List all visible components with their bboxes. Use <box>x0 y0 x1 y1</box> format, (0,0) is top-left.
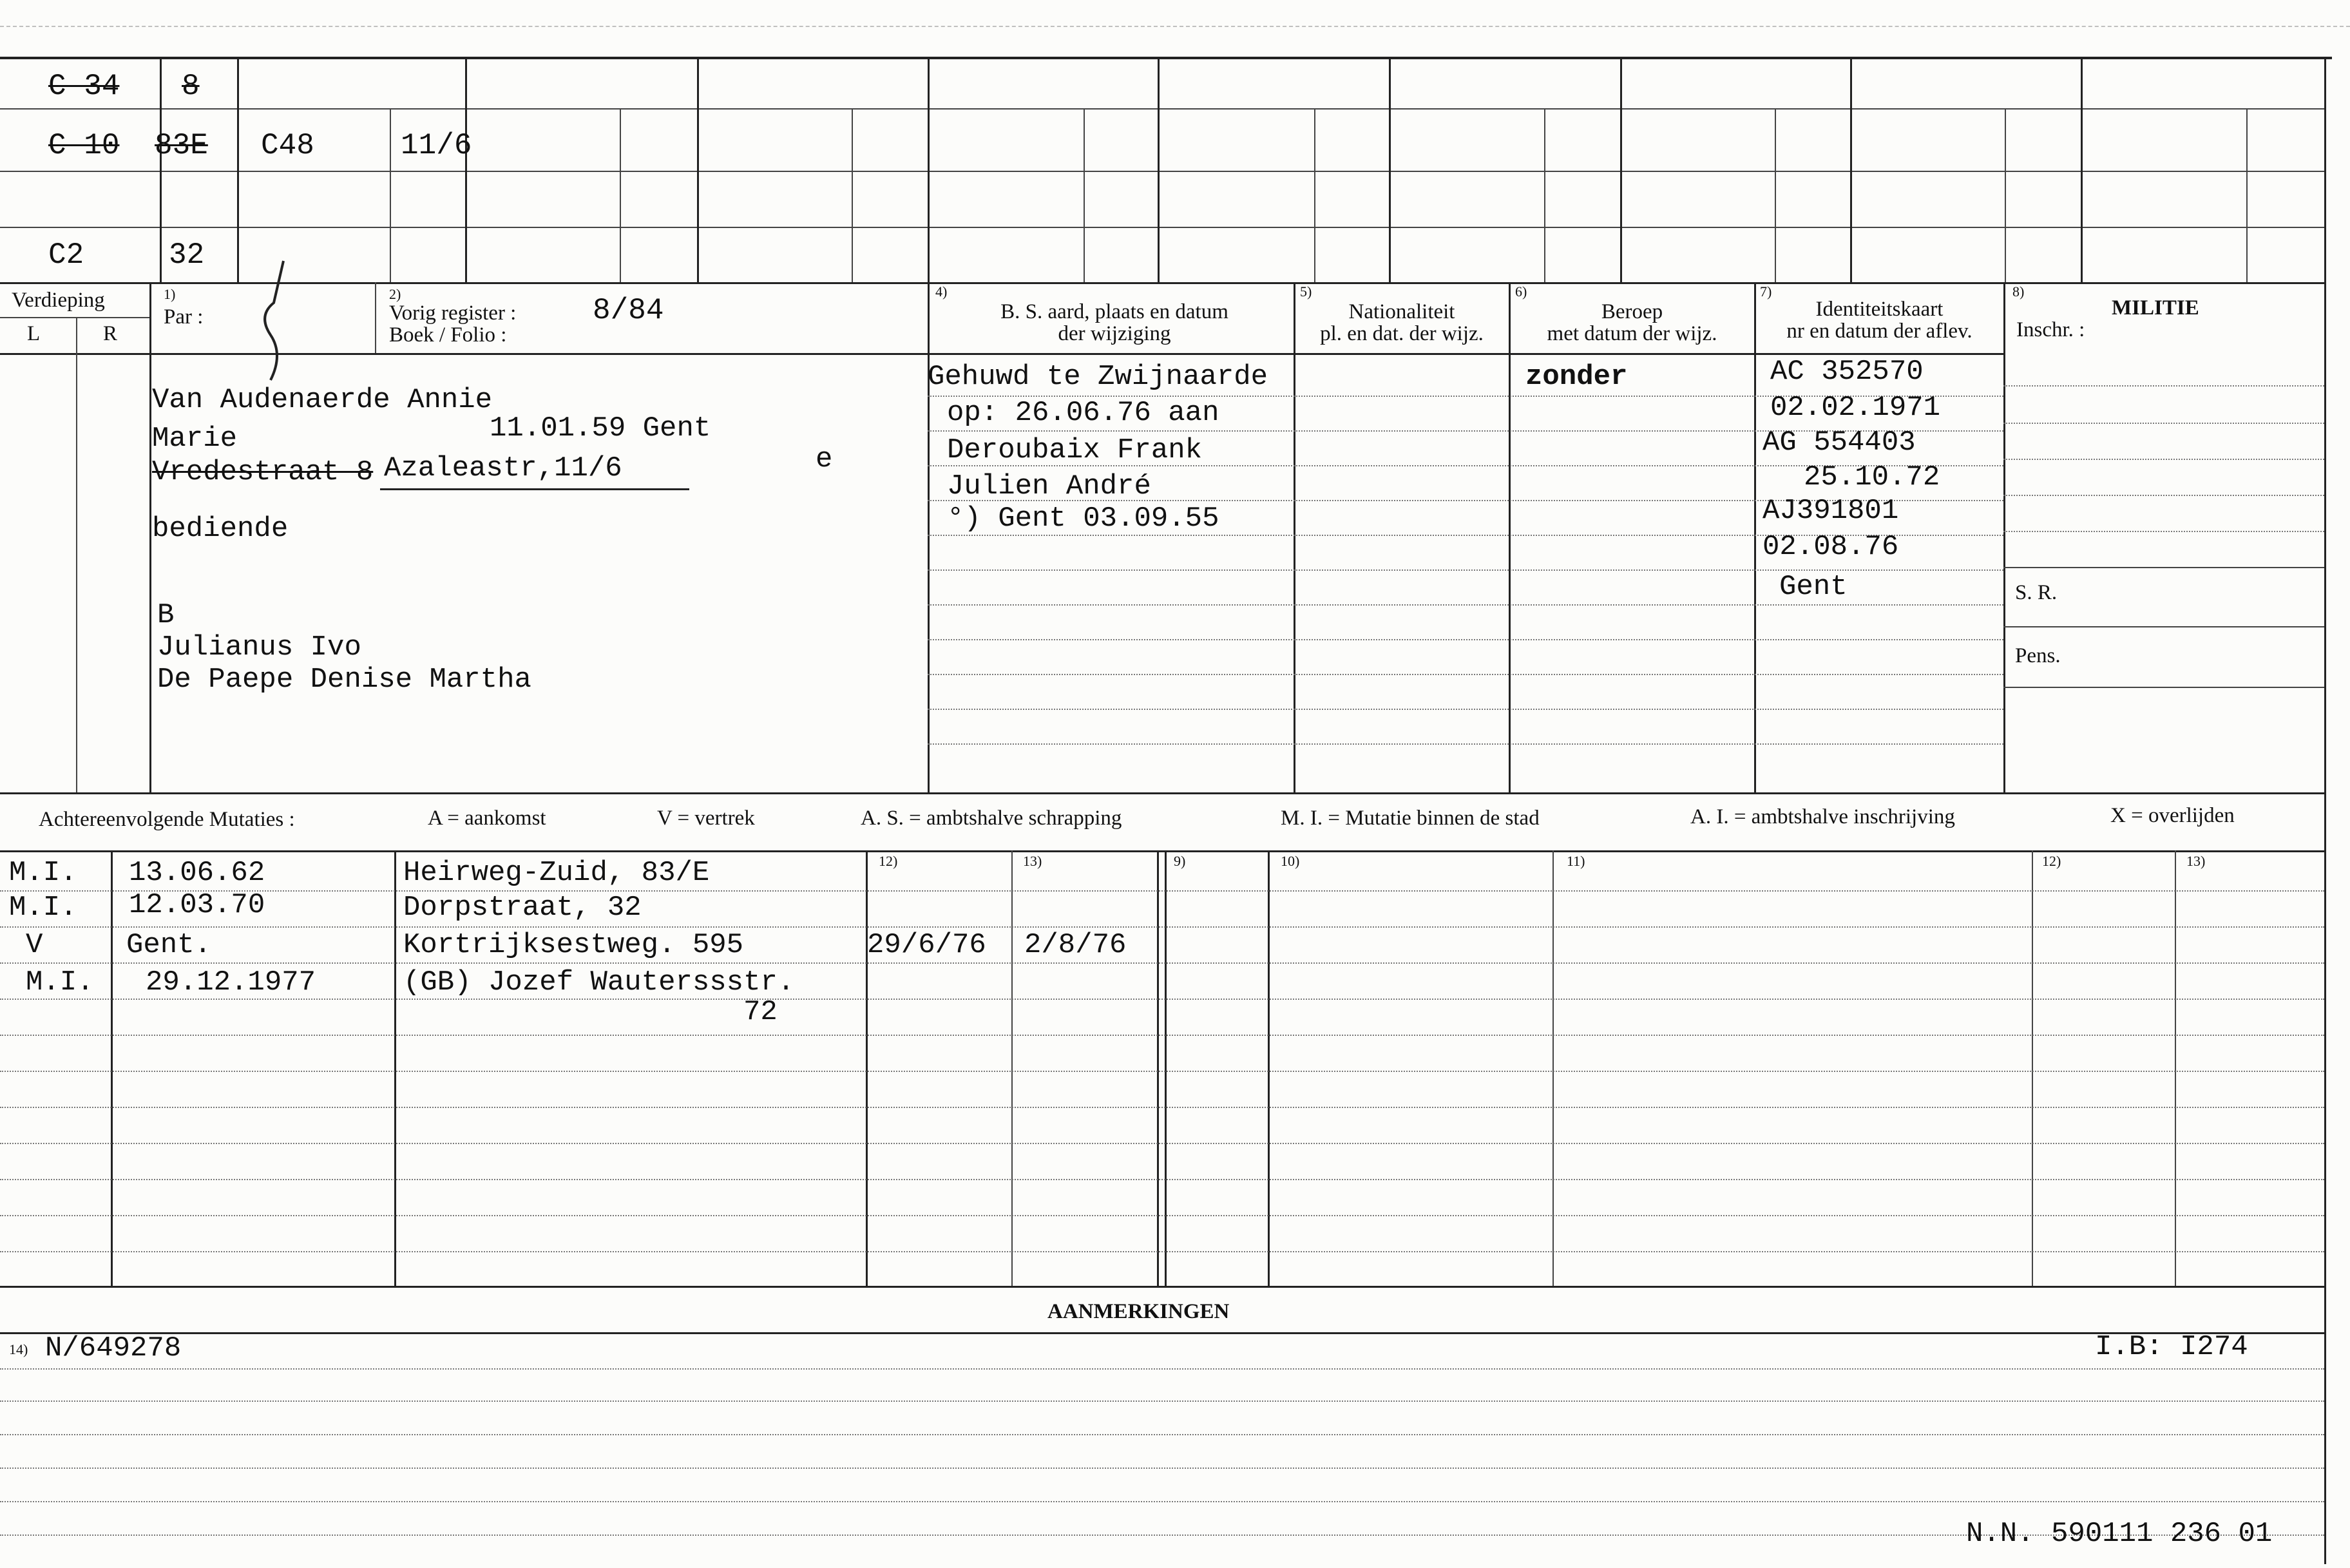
bs-label-1: B. S. aard, plaats en datum <box>1000 300 1228 323</box>
militie-line <box>2003 531 2324 532</box>
mut-date: 13.06.62 <box>129 857 265 889</box>
inschr-label: Inschr. : <box>2016 318 2085 341</box>
mut-col <box>2032 850 2033 1286</box>
mut-address: Dorpstraat, 32 <box>403 892 642 924</box>
top-grid-col <box>1084 108 1085 282</box>
mut-row-line <box>0 926 2324 928</box>
top-code-row1: C 34 <box>48 70 120 103</box>
mut-address: (GB) Jozef Wauterssstr. <box>403 966 795 999</box>
identity-line: 25.10.72 <box>1804 461 1940 493</box>
mut-col-label: 9) <box>1174 853 1186 869</box>
identity-line: AC 352570 <box>1770 356 1924 388</box>
aanmerkingen-title: AANMERKINGEN <box>1047 1300 1230 1323</box>
note-8: 8) <box>2012 283 2025 300</box>
mut-row-line <box>0 1107 2324 1108</box>
identity-line: 02.02.1971 <box>1770 392 1941 424</box>
mut-col-label: 11) <box>1567 853 1585 869</box>
top-sub-row2: 83E <box>155 129 208 162</box>
identity-line: 02.08.76 <box>1762 531 1899 563</box>
militie-line <box>2003 459 2324 460</box>
mut-col <box>866 850 868 1286</box>
militie-line <box>2003 385 2324 387</box>
nat-label-2: pl. en dat. der wijz. <box>1320 322 1484 345</box>
top-grid-col <box>1544 108 1545 282</box>
id-label-2: nr en datum der aflev. <box>1786 320 1973 343</box>
person-name-2: Marie <box>152 423 238 455</box>
footer-nn: N.N. 590111 236 01 <box>1966 1518 2273 1550</box>
mut-c12: 29/6/76 <box>867 929 986 961</box>
aanm-ib: I.B: I274 <box>2095 1331 2248 1363</box>
mut-row-line <box>0 1143 2324 1144</box>
legend-as: A. S. = ambtshalve schrapping <box>861 807 1122 830</box>
legend-a: A = aankomst <box>428 807 546 830</box>
person-name-1: Van Audenaerde Annie <box>152 384 493 416</box>
mut-c13: 2/8/76 <box>1024 929 1127 961</box>
header-col <box>928 282 930 792</box>
top-c4-row2: 11/6 <box>401 129 472 162</box>
sr-label: S. R. <box>2015 581 2058 604</box>
top-grid-col <box>1314 108 1315 282</box>
note-6: 6) <box>1515 283 1527 300</box>
mut-address: Kortrijksestweg. 595 <box>403 929 744 961</box>
top-grid-line <box>0 108 2324 110</box>
civil-status-line: Deroubaix Frank <box>947 434 1203 466</box>
header-col <box>2003 282 2005 792</box>
top-grid-col <box>928 57 930 282</box>
mut-col <box>2175 850 2176 1286</box>
mut-type: M.I. <box>9 892 77 924</box>
mut-date: 29.12.1977 <box>146 966 316 999</box>
militie-line <box>2003 626 2324 627</box>
person-father: Julianus Ivo <box>157 631 361 664</box>
top-sub-row1: 8 <box>182 70 200 103</box>
aanm-nr: N/649278 <box>45 1332 182 1364</box>
top-grid-col <box>852 108 853 282</box>
top-c3-row2: C48 <box>261 129 314 162</box>
person-address: Azaleastr,11/6 <box>384 452 622 484</box>
aanm-ruled <box>0 1468 2324 1469</box>
militie-line <box>2003 567 2324 568</box>
aanm-ruled <box>0 1401 2324 1402</box>
mut-row-line <box>0 1071 2324 1072</box>
note-5: 5) <box>1300 283 1312 300</box>
right-border <box>2324 57 2326 1564</box>
mut-bottom <box>0 1286 2324 1288</box>
identity-line: AJ391801 <box>1762 495 1899 527</box>
legend-v: V = vertrek <box>657 807 755 830</box>
mut-type: M.I. <box>9 857 77 889</box>
mut-col-label: 12) <box>2042 853 2061 869</box>
top-grid-bottom <box>0 282 2324 284</box>
verdieping-label: Verdieping <box>12 289 105 312</box>
top-grid-col <box>2005 108 2006 282</box>
address-underline <box>380 488 689 490</box>
id-label-1: Identiteitskaart <box>1815 298 1944 321</box>
mut-address: Heirweg-Zuid, 83/E <box>403 857 710 889</box>
top-grid-col <box>160 57 162 282</box>
person-birth: 11.01.59 Gent <box>490 412 711 445</box>
vorig-register-label: Vorig register : <box>389 301 517 325</box>
note-4: 4) <box>935 283 948 300</box>
top-grid-col <box>1850 57 1852 282</box>
note-2: 2) <box>389 286 401 302</box>
mut-type: V <box>26 929 43 961</box>
militie-line <box>2003 495 2324 496</box>
aanm-ruled <box>0 1368 2324 1370</box>
mut-row-line <box>0 999 2324 1000</box>
top-grid-col <box>465 57 467 282</box>
par-label: Par : <box>164 305 204 329</box>
civil-status-line: °) Gent 03.09.55 <box>947 502 1219 535</box>
top-grid-col <box>620 108 621 282</box>
legend-mi: M. I. = Mutatie binnen de stad <box>1281 807 1540 830</box>
civil-status-line: op: 26.06.76 aan <box>947 397 1219 429</box>
mut-col-label: 13) <box>1023 853 1042 869</box>
militie-label: MILITIE <box>2112 296 2199 320</box>
boek-folio-label: Boek / Folio : <box>389 323 507 347</box>
mutaties-title: Achtereenvolgende Mutaties : <box>39 808 295 831</box>
person-mark: e <box>816 443 833 475</box>
mut-extra: 72 <box>743 996 778 1028</box>
mut-row-line <box>0 890 2324 892</box>
legend-x: X = overlijden <box>2110 804 2235 827</box>
mut-row-line <box>0 1215 2324 1216</box>
top-grid-col <box>390 108 391 282</box>
vorig-register-value: 8/84 <box>593 294 664 327</box>
aanm-ruled <box>0 1434 2324 1435</box>
person-mother: De Paepe Denise Martha <box>157 664 531 696</box>
top-code-row4: C2 <box>48 238 84 272</box>
mut-col <box>394 850 396 1286</box>
mut-date: Gent. <box>126 929 212 961</box>
mut-col <box>111 850 113 1286</box>
note-1: 1) <box>164 286 176 302</box>
header-bottom <box>0 353 2003 355</box>
beroep-label-1: Beroep <box>1601 300 1663 323</box>
mut-type: M.I. <box>26 966 94 999</box>
top-border <box>0 57 2332 59</box>
top-grid-line <box>0 171 2324 172</box>
mut-col <box>1552 850 1554 1286</box>
mut-col-label: 10) <box>1281 853 1300 869</box>
header-col <box>1509 282 1511 792</box>
mid-bottom <box>0 792 2324 794</box>
mut-col-label: 13) <box>2186 853 2206 869</box>
scan-noise-top <box>0 26 2350 27</box>
ruled-line <box>928 604 2003 606</box>
header-verdieping-line <box>0 317 149 318</box>
mut-top <box>0 850 2324 852</box>
militie-line <box>2003 423 2324 424</box>
top-grid-col <box>237 57 239 282</box>
top-grid-col <box>1620 57 1622 282</box>
person-b: B <box>157 599 175 631</box>
ruled-line <box>928 674 2003 675</box>
mut-col <box>1011 850 1013 1286</box>
mut-row-line <box>0 1035 2324 1036</box>
person-occupation: bediende <box>152 513 289 545</box>
top-grid-col <box>1158 57 1160 282</box>
header-col-lr <box>76 317 77 792</box>
ruled-line <box>928 743 2003 745</box>
mut-col-label: 12) <box>879 853 898 869</box>
aanm-line <box>0 1332 2324 1334</box>
r-label: R <box>103 322 118 345</box>
top-grid-col <box>1775 108 1776 282</box>
header-col <box>149 282 151 792</box>
mut-col <box>1165 850 1167 1286</box>
pens-label: Pens. <box>2015 644 2061 667</box>
l-label: L <box>27 322 41 345</box>
militie-line <box>2003 687 2324 688</box>
ruled-line <box>928 709 2003 710</box>
mut-row-line <box>0 1179 2324 1180</box>
top-code-row2: C 10 <box>48 129 120 162</box>
aanm-ruled <box>0 1501 2324 1502</box>
identity-line: Gent <box>1779 571 1848 603</box>
identity-line: AG 554403 <box>1762 426 1916 459</box>
beroep-label-2: met datum der wijz. <box>1547 322 1717 345</box>
beroep-value: zonder <box>1525 361 1628 393</box>
civil-status-line: Gehuwd te Zwijnaarde <box>928 361 1268 393</box>
top-grid-col <box>1389 57 1391 282</box>
top-grid-col <box>2081 57 2083 282</box>
mut-row-line <box>0 962 2324 964</box>
mut-col <box>1268 850 1270 1286</box>
civil-status-line: Julien André <box>947 470 1151 502</box>
header-col <box>1754 282 1756 792</box>
top-sub-row4: 32 <box>169 238 205 272</box>
header-col <box>1294 282 1295 792</box>
header-col <box>375 282 376 353</box>
legend-ai: A. I. = ambtshalve inschrijving <box>1690 805 1955 828</box>
bs-label-2: der wijziging <box>1058 322 1171 345</box>
person-old-address: Vredestraat 8 <box>152 456 374 488</box>
mut-date: 12.03.70 <box>129 889 265 921</box>
ruled-line <box>928 639 2003 640</box>
par-scribble <box>245 258 296 387</box>
top-grid-col <box>2246 108 2248 282</box>
nat-label-1: Nationaliteit <box>1348 300 1455 323</box>
top-grid-line <box>0 227 2324 228</box>
note-7: 7) <box>1760 283 1772 300</box>
note-14: 14) <box>9 1341 28 1357</box>
mut-col <box>1157 850 1159 1286</box>
top-grid-col <box>697 57 699 282</box>
mut-row-line <box>0 1251 2324 1252</box>
